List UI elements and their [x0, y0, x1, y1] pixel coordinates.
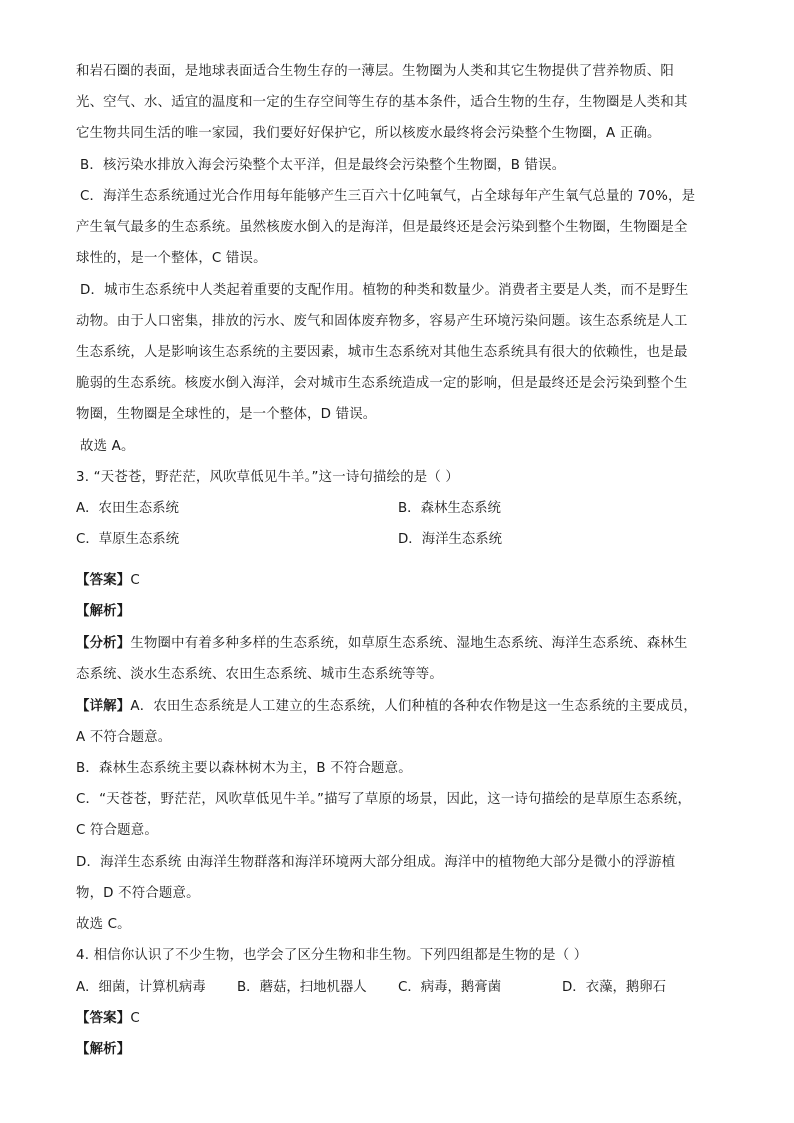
conclusion: 故选 A。 [80, 439, 135, 454]
xiangjie-text: A．农田生态系统是人工建立的生态系统，人们种植的各种农作物是这一生态系统的主要成员， [130, 699, 697, 714]
paragraph-line: 球性的，是一个整体，C 错误。 [76, 251, 267, 266]
paragraph-line: 物圈，生物圈是全球性的，是一个整体，D 错误。 [76, 407, 377, 422]
answer-value: C [130, 573, 140, 588]
answer-value: C [130, 1011, 140, 1026]
paragraph-line: 光、空气、水、适宜的温度和一定的生存空间等生存的基本条件，适合生物的生存，生物圈是人类和其 [76, 95, 688, 110]
paragraph-line: A 不符合题意。 [76, 730, 172, 745]
paragraph-line: 生态系统，人是影响该生态系统的主要因素，城市生态系统对其他生态系统具有很大的依赖性，也是最 [76, 345, 688, 360]
paragraph-line: 动物。由于人口密集，排放的污水、废气和固体废弃物多，容易产生环境污染问题。该生态系统是人工 [76, 314, 688, 329]
xiangjie-tag: 【详解】 [76, 699, 131, 714]
paragraph-line: 态系统、淡水生态系统、农田生态系统、城市生态系统等等。 [76, 667, 443, 682]
question-4-answer [76, 1009, 716, 1029]
question-3-option-d: D．海洋生态系统 [398, 532, 503, 547]
question-4-option-b: B．蘑菇，扫地机器人 [237, 980, 367, 995]
question-3-option-b: B．森林生态系统 [398, 501, 501, 516]
paragraph-line: C．海洋生态系统通过光合作用每年能够产生三百六十亿吨氧气，占全球每年产生氧气总量的 70%，是 [80, 189, 696, 204]
question-3-option-c: C．草原生态系统 [76, 532, 180, 547]
option-b-explanation: B．核污染水排放入海会污染整个太平洋，但是最终会污染整个生物圈，B 错误。 [80, 158, 566, 173]
paragraph-line: C 符合题意。 [76, 823, 158, 838]
paragraph-line: D．城市生态系统中人类起着重要的支配作用。植物的种类和数量少。消费者主要是人类，而不是野生 [80, 283, 689, 298]
answer-tag: 【答案】 [76, 573, 131, 588]
question-3-stem: 3. “天苍苍，野茫茫，风吹草低见牛羊。”这一诗句描绘的是（ ） [76, 470, 460, 485]
question-4-option-a: A．细菌，计算机病毒 [76, 980, 206, 995]
question-4-option-d: D．衣藻，鹅卵石 [562, 980, 667, 995]
fenxi-text: 生物圈中有着多种多样的生态系统，如草原生态系统、湿地生态系统、海洋生态系统、森林生 [130, 636, 688, 651]
paragraph-line: 和岩石圈的表面，是地球表面适合生物生存的一薄层。生物圈为人类和其它生物提供了营养物质、阳 [76, 64, 674, 79]
detail-option-c: C．“天苍苍，野茫茫，风吹草低见牛羊。”描写了草原的场景，因此，这一诗句描绘的是草原生态系统， [76, 792, 692, 807]
detail-paragraph [76, 697, 716, 717]
question-4-stem: 4. 相信你认识了不少生物，也学会了区分生物和非生物。下列四组都是生物的是（ ） [76, 948, 588, 963]
detail-option-d: D．海洋生态系统 由海洋生物群落和海洋环境两大部分组成。海洋中的植物绝大部分是微小的浮游植 [76, 855, 676, 870]
question-4-option-c: C．病毒，鹅膏菌 [398, 980, 502, 995]
paragraph-line: 物，D 不符合题意。 [76, 886, 200, 901]
answer-tag: 【答案】 [76, 1011, 131, 1026]
detail-option-b: B．森林生态系统主要以森林树木为主，B 不符合题意。 [76, 761, 412, 776]
fenxi-tag: 【分析】 [76, 636, 131, 651]
analysis-paragraph [76, 634, 716, 654]
paragraph-line: 脆弱的生态系统。核废水倒入海洋，会对城市生态系统造成一定的影响，但是最终还是会污染到整个生 [76, 376, 688, 391]
analysis-tag: 【解析】 [76, 604, 131, 619]
paragraph-line: 它生物共同生活的唯一家园，我们要好好保护它，所以核废水最终将会污染整个生物圈，A 正确。 [76, 126, 661, 141]
analysis-tag: 【解析】 [76, 1042, 131, 1057]
question-3-option-a: A．农田生态系统 [76, 501, 179, 516]
paragraph-line: 产生氧气最多的生态系统。虽然核废水倒入的是海洋，但是最终还是会污染到整个生物圈，生物圈是全 [76, 220, 688, 235]
question-3-answer [76, 571, 716, 591]
conclusion: 故选 C。 [76, 917, 131, 932]
